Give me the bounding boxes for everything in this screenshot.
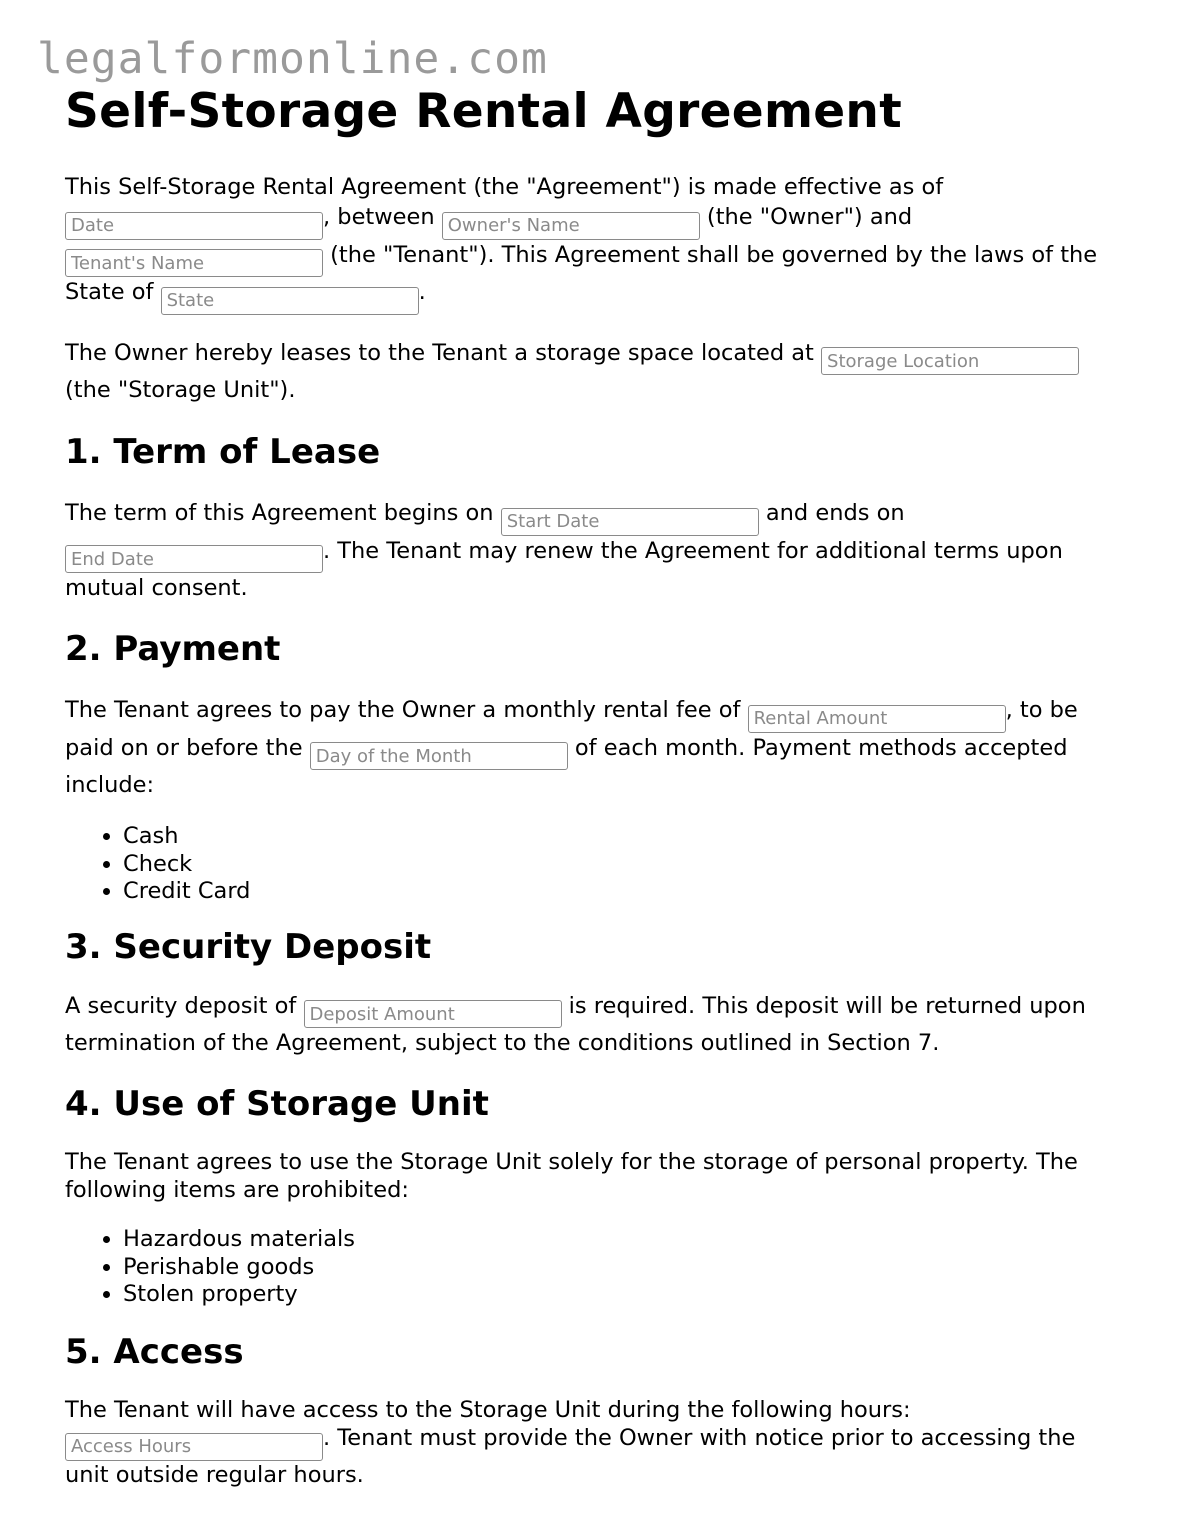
payment-text-2: , to be paid on or before the xyxy=(65,697,1078,761)
payment-text-1: The Tenant agrees to pay the Owner a monthly rental fee of xyxy=(65,697,748,723)
intro-text-1: This Self-Storage Rental Agreement (the "Agreement") is made effective as of xyxy=(65,174,944,200)
access-text-1: The Tenant will have access to the Storage Unit during the following hours: xyxy=(65,1396,911,1423)
term-paragraph xyxy=(65,498,1125,603)
list-item: • Perishable goods xyxy=(123,1254,1125,1282)
term-text-1: The term of this Agreement begins on xyxy=(65,500,501,526)
intro-text-4: (the "Tenant"). This Agreement shall be governed by the laws of the State of xyxy=(65,241,1098,305)
list-item: • Stolen property xyxy=(123,1281,1125,1309)
intro-text-2: , between xyxy=(323,204,442,230)
payment-heading: 2. Payment xyxy=(65,629,281,669)
access-text-2: . Tenant must provide the Owner with notice prior to accessing the unit outside regular hours. xyxy=(65,1425,1076,1488)
tenant-name-input[interactable] xyxy=(65,249,323,277)
intro-text-3: (the "Owner") and xyxy=(699,204,913,230)
payment-paragraph xyxy=(65,695,1125,800)
page-title: Self-Storage Rental Agreement xyxy=(65,84,902,139)
term-text-3: . The Tenant may renew the Agreement for additional terms upon mutual consent. xyxy=(65,537,1063,601)
location-text-1: The Owner hereby leases to the Tenant a storage space located at xyxy=(65,339,822,366)
deposit-amount-input[interactable] xyxy=(304,1000,562,1028)
list-item: • Hazardous materials xyxy=(123,1226,1125,1254)
deposit-paragraph xyxy=(65,991,1125,1059)
list-item: • Credit Card xyxy=(123,878,1125,906)
list-item: • Check xyxy=(123,851,1125,879)
document-body xyxy=(65,82,1125,1489)
location-text-2: (the "Storage Unit"). xyxy=(65,377,296,403)
rental-amount-input[interactable] xyxy=(748,705,1006,733)
term-text-2: and ends on xyxy=(758,500,905,526)
state-input[interactable] xyxy=(161,287,419,315)
watermark: legalformonline.com xyxy=(37,34,548,84)
deposit-text-2: is required. This deposit will be returned upon termination of the Agreement, subject to the conditions outlined in Section 7. xyxy=(65,992,1086,1056)
day-of-month-input[interactable] xyxy=(310,742,568,770)
access-paragraph xyxy=(65,1396,1125,1490)
list-item: • Cash xyxy=(123,823,1125,851)
location-paragraph xyxy=(65,338,1125,406)
payment-text-3: of each month. Payment methods accepted include: xyxy=(65,734,1068,798)
prohibited-items-list xyxy=(65,1226,1125,1309)
intro-text-5: . xyxy=(418,279,426,305)
term-heading: 1. Term of Lease xyxy=(65,432,381,472)
date-input[interactable] xyxy=(65,212,323,240)
access-hours-input[interactable] xyxy=(65,1433,323,1461)
start-date-input[interactable] xyxy=(501,508,759,536)
owner-name-input[interactable] xyxy=(442,212,700,240)
end-date-input[interactable] xyxy=(65,545,323,573)
deposit-text-1: A security deposit of xyxy=(65,992,304,1019)
access-heading: 5. Access xyxy=(65,1331,244,1372)
intro-paragraph xyxy=(65,172,1125,315)
payment-methods-list xyxy=(65,823,1125,906)
storage-location-input[interactable] xyxy=(821,347,1079,375)
use-heading: 4. Use of Storage Unit xyxy=(65,1084,489,1124)
deposit-heading: 3. Security Deposit xyxy=(65,926,432,967)
use-paragraph: The Tenant agrees to use the Storage Unit solely for the storage of personal property. The following items are prohibited: xyxy=(65,1149,1078,1203)
